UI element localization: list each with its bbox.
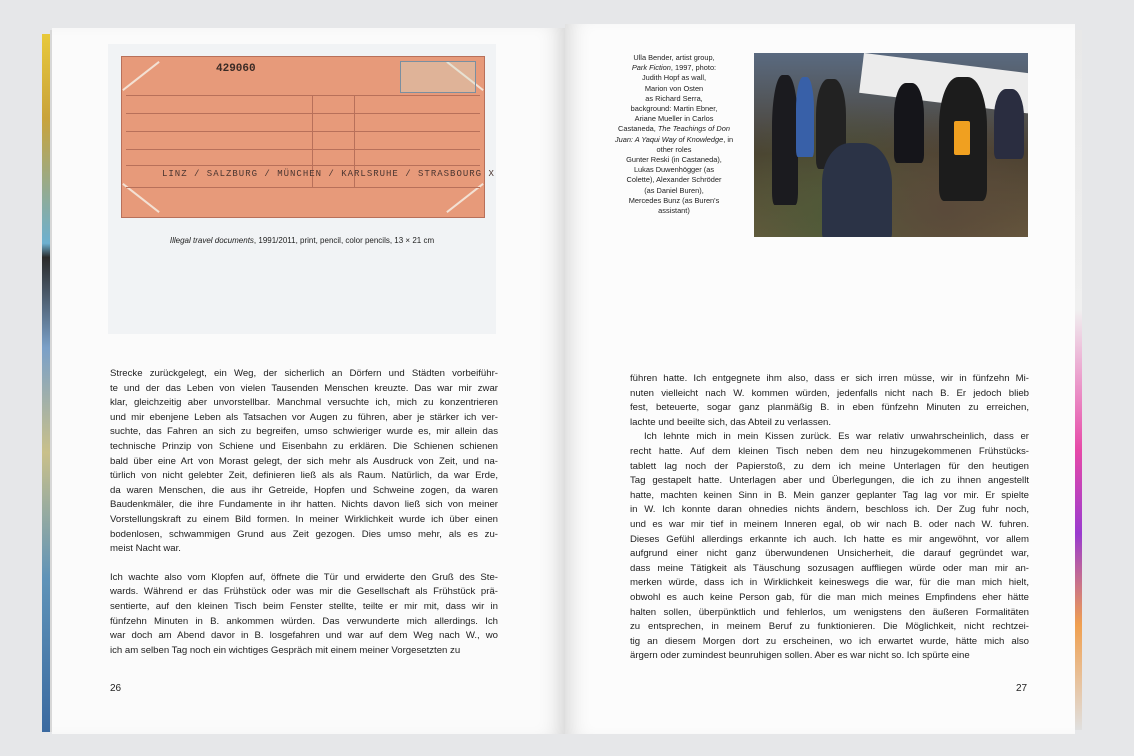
text-line: ärgern oder zumindest beunruhigen sollen. Aber es war nicht so. Ich spürte eine bbox=[630, 650, 970, 662]
text-line: technische Prinzip von Schiene und Eisenbahn zu erklären. Die Schienen schienen bbox=[110, 440, 498, 452]
performance-photo bbox=[754, 53, 1028, 237]
text-line: te und der das Leben von vielen Tausenden Menschen kreuzte. Das war mir zwar bbox=[110, 382, 498, 394]
page-number: 27 bbox=[1016, 683, 1028, 694]
text-line: sentierte, auf den kleinen Tisch beim Fenster stellte, teilte er mir mit, dass wir in bbox=[110, 600, 498, 612]
page-number: 26 bbox=[110, 683, 122, 694]
text-line: aufgrund einer nicht ganz überwundenen Unsicherheit, die darauf gegründet war, bbox=[630, 548, 1029, 560]
text-line: und es war mir tief in meinem Inneren egal, ob wir nach B. oder nach W. fuhren. bbox=[630, 518, 1029, 530]
text-line: bald über eine Art von Morast gelegt, der sich mehr als Ausdruck von Zeit, und na- bbox=[110, 455, 498, 467]
text-line: Ich wachte also vom Klopfen auf, öffnete die Tür und erwiderte den Gruß des Ste- bbox=[110, 571, 498, 583]
text-line: klar, gleichzeitig aber unvorstellbar. Manchmal versuchte ich, mich zu konzentrieren bbox=[110, 397, 498, 409]
paragraph bbox=[630, 430, 1029, 664]
text-line: tablett lag noch der Papierstoß, zu dem ich meine Unterlagen für den heutigen bbox=[630, 460, 1029, 472]
text-line: meist Nacht war. bbox=[110, 543, 181, 555]
text-line: merken würde, dass ich in Wirklichkeit keineswegs die war, für die man mich hielt, bbox=[630, 577, 1029, 589]
text-line: Vorstellungskraft zu einem Bild formen. In meiner Wirklichkeit wurde ich über einen bbox=[110, 513, 498, 525]
text-line: Ich lehnte mich in mein Kissen zurück. Es war relativ unwahrscheinlich, dass er bbox=[644, 431, 1029, 443]
text-line: fest, beteuerte, sogar ganz planmäßig B. in eben fünfzehn Minuten zu erreichen, bbox=[630, 402, 1029, 414]
text-line: war doch am Abend davor in B. losgefahren und war auf dem Weg nach W., wo bbox=[110, 630, 498, 642]
text-line: zu entsprechen, in meinem Beruf zu funktionieren. Die Möglichkeit, nicht rechtzei- bbox=[630, 621, 1029, 633]
paragraph bbox=[110, 571, 498, 659]
photo-caption: Ulla Bender, artist group, Park Fiction, 1997, photo: Judith Hopf as wall, Marion von Osten as Richard Serra, background: Martin Ebner, Ariane Mueller in Carlos Castaneda, The Teachings of Don Juan: A Yaqui Way of Knowledge, in other roles Gunter Reski (in Castaneda), Lukas Duwenhögger (as Colette), Alexander Schröder (as Daniel Buren), Mercedes Bunz (as Buren's assistant) bbox=[614, 53, 734, 216]
text-line: da waren Menschen, die aus ihr Getreide, Hopfen und Schweine zogen, da waren bbox=[110, 484, 498, 496]
text-line: suchte, das Fahren an sich zu begreifen, umso schwieriger wurde es, mir allein das bbox=[110, 426, 498, 438]
text-line: nuten vielleicht nach W. kommen würden, jedenfalls nicht nach B. Er jedoch blieb bbox=[630, 387, 1029, 399]
text-line: Tag gestapelt hatte. Unterlagen aber und Überlegungen, die ich zu ihnen angestellt bbox=[630, 475, 1029, 487]
left-body-text bbox=[110, 367, 498, 658]
text-line: fünfzehn Minuten in B. ankommen würden. Das verwunderte mich allerdings. Ich bbox=[110, 615, 498, 627]
paragraph bbox=[630, 372, 1029, 430]
caption-details: , 1991/2011, print, pencil, color pencils, 13 × 21 cm bbox=[253, 236, 435, 245]
text-line: Baudenkmäler, die ihre Fundamente in ihr hatten. Nichts davon ließ sich von meiner bbox=[110, 499, 498, 511]
caption-title: Illegal travel documents bbox=[169, 236, 254, 245]
text-line: dass meine Tätigkeit als Täuschung sozusagen auffliegen würde oder man mir an- bbox=[630, 562, 1029, 574]
text-line: hatte, machten keinen Sinn in B. Mein ganzer geplanter Tag lag vor mir. Er spielte bbox=[630, 489, 1029, 501]
text-line: wards. Während er das Frühstück oder was mir die Gesellschaft als Frühstück prä- bbox=[110, 586, 498, 598]
ticket-stamp bbox=[400, 61, 476, 93]
travel-ticket bbox=[121, 56, 495, 218]
ticket-route-scrawl: LINZ / SALZBURG / MÜNCHEN / KARLSRUHE / STRASBOURG X bbox=[162, 169, 495, 179]
right-body-text bbox=[630, 372, 1029, 664]
text-line: und mir ebenjene Leben als Tatsachen vor Augen zu führen, aber je stärker ich ver- bbox=[110, 411, 498, 423]
paragraph bbox=[110, 367, 498, 557]
text-line: tig an diesem Morgen dort zu erscheinen, wo ich erwartet wurde, hätte mich also bbox=[630, 635, 1029, 647]
text-line: lachte und beeilte sich, das Abteil zu verlassen. bbox=[630, 416, 832, 428]
text-line: Dieses Gefühl allerdings erkannte ich auch. Ich hatte es mir angewöhnt, vor allem bbox=[630, 533, 1029, 545]
ticket-number: 429060 bbox=[216, 63, 256, 75]
ticket-image bbox=[108, 44, 496, 334]
image-caption bbox=[108, 236, 496, 245]
text-line: obwohl es auch keine Person gab, für die man mich meines Empfindens eher hätte bbox=[630, 591, 1029, 603]
text-line: in W. Ich konnte daran ohnedies nichts ändern, beschloss ich. Der Zug fuhr noch, bbox=[630, 504, 1029, 516]
text-line: Strecke zurückgelegt, ein Weg, der sicherlich an Dörfern und Städten vorbeiführ- bbox=[110, 368, 498, 379]
text-line: türlich von nicht gelebter Zeit, definieren ließ als als Raum. Natürlich, da war Erde, bbox=[110, 470, 498, 482]
text-line: recht hatte. Auf dem kleinen Tisch neben dem neu hinzugekommenen Frühstücks- bbox=[630, 445, 1029, 457]
text-line: ich am selben Tag noch ein wichtiges Gespräch mit einem meiner Vorgesetzten zu bbox=[110, 644, 461, 656]
text-line: führen hatte. Ich entgegnete ihm also, dass er sich irren müsse, wir in fünfzehn Mi- bbox=[630, 373, 1029, 384]
text-line: halten sollen, überpünktlich und fehlerlos, um wenigstens den äußeren Formalitäten bbox=[630, 606, 1029, 618]
text-line: bodenlosen, schwammigen Grund aus Zeit gezogen. Dies umso mehr, als es zu- bbox=[110, 528, 498, 540]
